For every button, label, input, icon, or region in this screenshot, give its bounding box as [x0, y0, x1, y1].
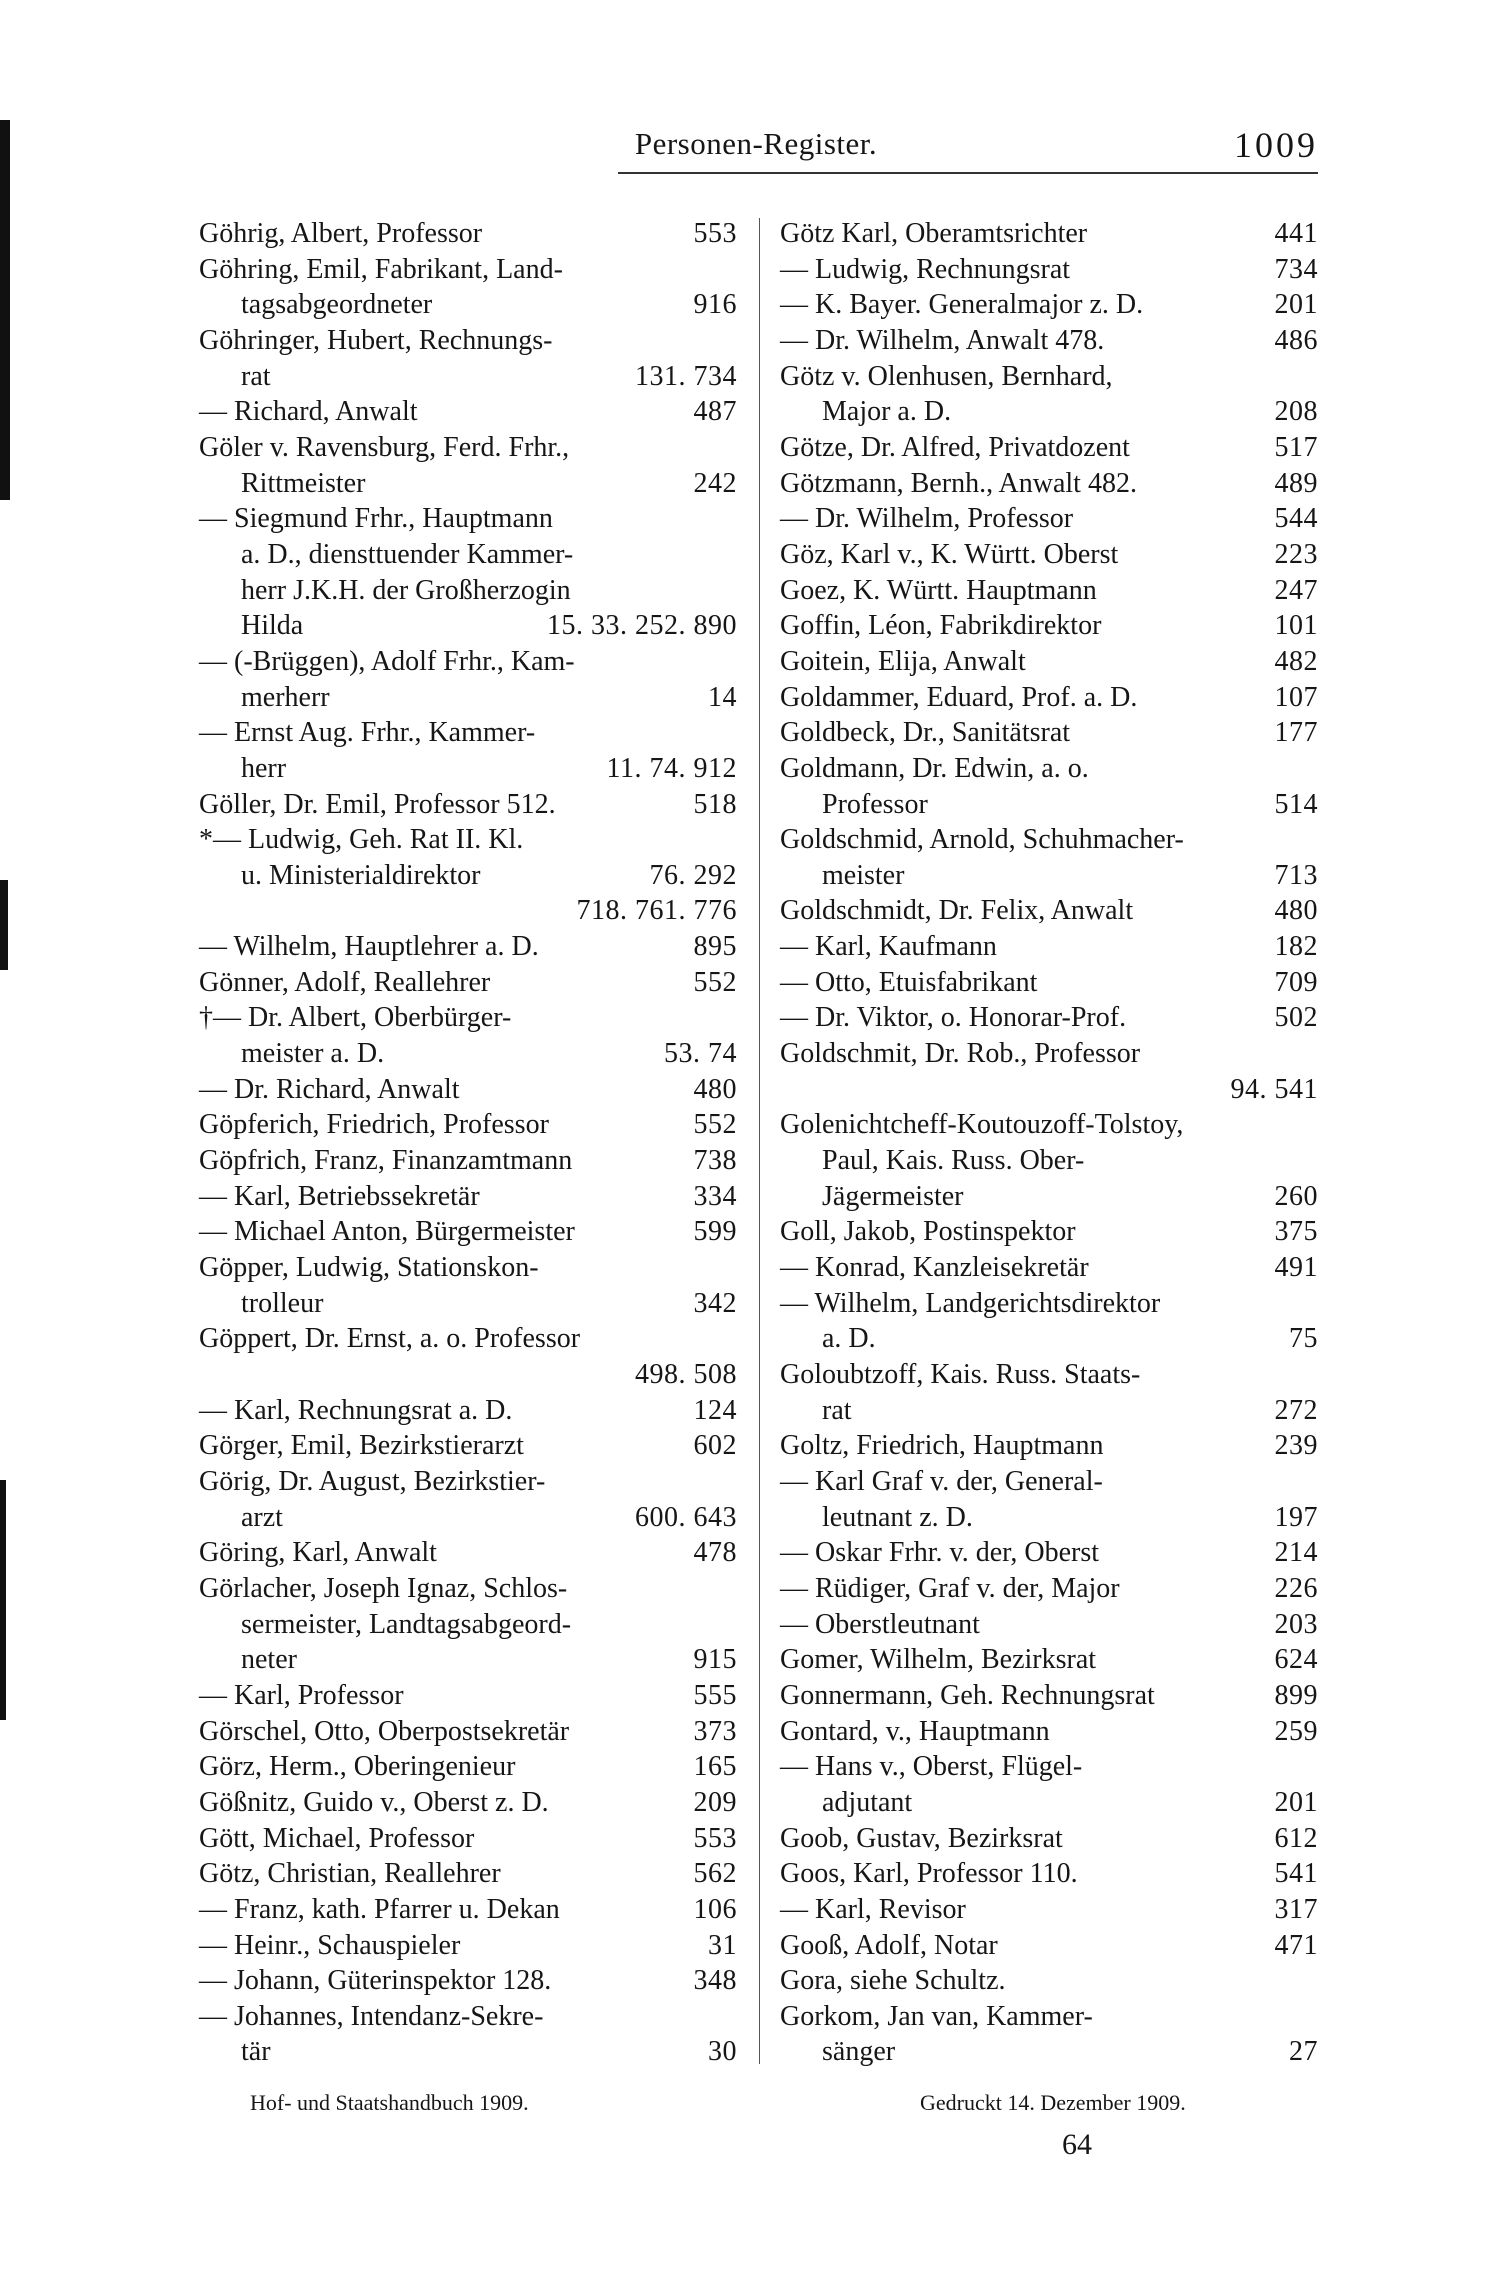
register-entry-line — [780, 216, 1318, 252]
entry-text: — Dr. Viktor, o. Honorar-Prof. — [780, 1002, 1127, 1034]
entry-text: — Konrad, Kanzleisekretär — [780, 1252, 1089, 1284]
footer-publication: Hof- und Staatshandbuch 1909. — [250, 2090, 529, 2115]
entry-text: Götz v. Olenhusen, Bernhard, — [780, 360, 1113, 392]
register-entry-line — [199, 430, 737, 466]
entry-page-refs: 101 — [1274, 610, 1318, 642]
entry-page-refs: 480 — [1274, 895, 1318, 927]
register-entry-line — [199, 1535, 737, 1571]
right-column — [780, 216, 1318, 2070]
entry-text: Goez, K. Württ. Hauptmann — [780, 574, 1097, 606]
entry-text: Jägermeister — [822, 1180, 964, 1212]
entry-text: Görig, Dr. August, Bezirkstier- — [199, 1465, 546, 1497]
entry-text: Golenichtcheff-Koutouzoff-Tolstoy, — [780, 1109, 1184, 1141]
register-entry-line — [199, 1036, 737, 1072]
entry-page-refs: 555 — [693, 1679, 737, 1711]
entry-page-refs: 489 — [1274, 467, 1318, 499]
register-entry-line — [780, 1321, 1318, 1357]
entry-page-refs: 738 — [693, 1145, 737, 1177]
entry-page-refs: 562 — [693, 1858, 737, 1890]
entry-text: — Heinr., Schauspieler — [199, 1929, 461, 1961]
register-entry-line — [199, 537, 737, 573]
running-header-title: Personen-Register. — [634, 126, 878, 161]
entry-text: Goll, Jakob, Postinspektor — [780, 1216, 1076, 1248]
register-entry-line — [199, 1785, 737, 1821]
register-entry-line — [780, 1821, 1318, 1857]
register-entry-line — [199, 1143, 737, 1179]
entry-page-refs: 124 — [693, 1394, 737, 1426]
register-entry-line — [199, 715, 737, 751]
entry-text: Göhrig, Albert, Professor — [199, 218, 483, 249]
entry-page-refs: 709 — [1274, 966, 1318, 998]
entry-text: Gorkom, Jan van, Kammer- — [780, 2000, 1093, 2032]
register-entry-line — [780, 252, 1318, 288]
entry-text: — Wilhelm, Hauptlehrer a. D. — [199, 931, 539, 963]
register-entry-line — [780, 1856, 1318, 1892]
register-entry-line — [780, 359, 1318, 395]
register-entry-line — [199, 287, 737, 323]
entry-text: — Karl, Professor — [199, 1679, 404, 1711]
entry-page-refs: 223 — [1274, 538, 1318, 570]
register-entry-line — [199, 1749, 737, 1785]
register-entry-line — [780, 501, 1318, 537]
entry-page-refs: 544 — [1274, 503, 1318, 535]
entry-text: Göpper, Ludwig, Stationskon- — [199, 1252, 539, 1284]
entry-page-refs: 517 — [1274, 431, 1318, 463]
signature-mark: 64 — [1062, 2128, 1092, 2161]
entry-page-refs: 201 — [1274, 1786, 1318, 1818]
register-entry-line — [199, 501, 737, 537]
entry-text: Professor — [822, 788, 928, 820]
entry-page-refs: 242 — [693, 467, 737, 499]
entry-page-refs: 201 — [1274, 289, 1318, 321]
register-entry-line — [780, 1571, 1318, 1607]
entry-page-refs: 502 — [1274, 1002, 1318, 1034]
entry-page-refs: 899 — [1274, 1679, 1318, 1711]
entry-text: Goldschmid, Arnold, Schuhmacher- — [780, 824, 1184, 856]
register-entry-line — [199, 1607, 737, 1643]
register-entry-line — [199, 1214, 737, 1250]
entry-page-refs: 599 — [693, 1216, 737, 1248]
entry-page-refs: 718. 761. 776 — [576, 895, 737, 927]
entry-text: Goffin, Léon, Fabrikdirektor — [780, 610, 1102, 642]
register-entry-line — [780, 1535, 1318, 1571]
entry-page-refs: 553 — [693, 218, 737, 249]
entry-text: — Otto, Etuisfabrikant — [780, 966, 1038, 998]
entry-text: Göpfrich, Franz, Finanzamtmann — [199, 1145, 573, 1177]
entry-page-refs: 317 — [1274, 1893, 1318, 1925]
entry-page-refs: 624 — [1274, 1644, 1318, 1676]
register-entry-line — [780, 1036, 1318, 1072]
entry-text: — Richard, Anwalt — [199, 396, 418, 428]
register-entry-line — [780, 1642, 1318, 1678]
register-entry-line — [199, 252, 737, 288]
register-entry-line — [780, 929, 1318, 965]
entry-text: — Karl, Revisor — [780, 1893, 966, 1925]
entry-text: Goldammer, Eduard, Prof. a. D. — [780, 681, 1138, 713]
entry-text: Görz, Herm., Oberingenieur — [199, 1751, 516, 1783]
register-entry-line — [780, 787, 1318, 823]
entry-page-refs: 552 — [693, 966, 737, 998]
register-entry-line — [199, 858, 737, 894]
register-entry-line — [780, 1357, 1318, 1393]
entry-page-refs: 486 — [1274, 324, 1318, 356]
register-entry-line — [780, 858, 1318, 894]
register-entry-line — [199, 1714, 737, 1750]
entry-text: meister a. D. — [241, 1038, 385, 1070]
entry-text: leutnant z. D. — [822, 1501, 973, 1533]
register-entry-line — [780, 1678, 1318, 1714]
register-entry-line — [780, 1072, 1318, 1108]
register-entry-line — [780, 1714, 1318, 1750]
register-entry-line — [199, 929, 737, 965]
left-column — [199, 216, 737, 2070]
register-entry-line — [199, 1321, 737, 1357]
entry-page-refs: 272 — [1274, 1394, 1318, 1426]
entry-page-refs: 602 — [693, 1430, 737, 1462]
scan-edge-mark — [0, 880, 8, 970]
entry-page-refs: 482 — [1274, 645, 1318, 677]
entry-text: — K. Bayer. Generalmajor z. D. — [780, 289, 1144, 321]
entry-text: Götz Karl, Oberamtsrichter — [780, 218, 1088, 249]
register-entry-line — [780, 715, 1318, 751]
entry-text: meister — [822, 859, 905, 891]
column-divider — [759, 218, 760, 2064]
entry-text: rat — [822, 1394, 852, 1426]
register-entry-line — [780, 1286, 1318, 1322]
register-entry-line — [199, 1393, 737, 1429]
entry-text: Görger, Emil, Bezirkstierarzt — [199, 1430, 524, 1462]
entry-text: — Oskar Frhr. v. der, Oberst — [780, 1537, 1100, 1569]
entry-text: Goldmann, Dr. Edwin, a. o. — [780, 752, 1089, 784]
entry-text: Gönner, Adolf, Reallehrer — [199, 966, 491, 998]
entry-page-refs: 471 — [1274, 1929, 1318, 1961]
entry-page-refs: 541 — [1274, 1858, 1318, 1890]
entry-text: Göler v. Ravensburg, Ferd. Frhr., — [199, 431, 570, 463]
entry-text: — Rüdiger, Graf v. der, Major — [780, 1572, 1120, 1604]
entry-page-refs: 259 — [1274, 1715, 1318, 1747]
entry-page-refs: 107 — [1274, 681, 1318, 713]
register-entry-line — [199, 787, 737, 823]
register-entry-line — [199, 1286, 737, 1322]
register-entry-line — [780, 1464, 1318, 1500]
entry-text: Goldschmit, Dr. Rob., Professor — [780, 1038, 1141, 1070]
entry-page-refs: 478 — [693, 1537, 737, 1569]
entry-page-refs: 916 — [693, 289, 737, 321]
register-entry-line — [199, 359, 737, 395]
register-entry-line — [199, 1892, 737, 1928]
entry-text: — Dr. Richard, Anwalt — [199, 1073, 460, 1105]
entry-text: Gooß, Adolf, Notar — [780, 1929, 998, 1961]
entry-text: tagsabgeordneter — [241, 289, 433, 321]
entry-page-refs: 612 — [1274, 1822, 1318, 1854]
entry-text: — Johannes, Intendanz-Sekre- — [199, 2000, 544, 2032]
entry-text: merherr — [241, 681, 330, 713]
entry-text: — Ludwig, Rechnungsrat — [780, 253, 1071, 285]
register-entry-line — [199, 394, 737, 430]
entry-page-refs: 94. 541 — [1230, 1073, 1318, 1105]
entry-text: Goos, Karl, Professor 110. — [780, 1858, 1078, 1890]
entry-text: Göller, Dr. Emil, Professor 512. — [199, 788, 556, 820]
register-entry-line — [780, 2034, 1318, 2070]
register-entry-line — [199, 1072, 737, 1108]
register-entry-line — [780, 287, 1318, 323]
entry-text: Goob, Gustav, Bezirksrat — [780, 1822, 1063, 1854]
entry-text: Gomer, Wilhelm, Bezirksrat — [780, 1644, 1097, 1676]
register-entry-line — [780, 573, 1318, 609]
register-entry-line — [199, 1357, 737, 1393]
entry-text: herr — [241, 752, 287, 784]
entry-page-refs: 734 — [1274, 253, 1318, 285]
register-entry-line — [780, 1963, 1318, 1999]
register-entry-line — [780, 822, 1318, 858]
entry-page-refs: 53. 74 — [664, 1038, 737, 1070]
entry-page-refs: 11. 74. 912 — [606, 752, 737, 784]
register-entry-line — [199, 608, 737, 644]
entry-text: Goitein, Elija, Anwalt — [780, 645, 1026, 677]
entry-page-refs: 514 — [1274, 788, 1318, 820]
entry-text: — Siegmund Frhr., Hauptmann — [199, 503, 553, 535]
entry-page-refs: 915 — [693, 1644, 737, 1676]
register-entry-line — [199, 893, 737, 929]
entry-page-refs: 552 — [693, 1109, 737, 1141]
entry-text: — Karl, Rechnungsrat a. D. — [199, 1394, 513, 1426]
entry-text: — Karl, Kaufmann — [780, 931, 997, 963]
footer-print-date: Gedruckt 14. Dezember 1909. — [920, 2090, 1186, 2115]
entry-page-refs: 27 — [1289, 2036, 1318, 2068]
entry-text: Göhringer, Hubert, Rechnungs- — [199, 324, 553, 356]
entry-text: adjutant — [822, 1786, 913, 1818]
entry-page-refs: 31 — [708, 1929, 737, 1961]
entry-text: a. D. — [822, 1323, 876, 1355]
register-entry-line — [199, 1107, 737, 1143]
entry-page-refs: 713 — [1274, 859, 1318, 891]
entry-text: arzt — [241, 1501, 283, 1533]
entry-page-refs: 106 — [693, 1893, 737, 1925]
entry-page-refs: 491 — [1274, 1252, 1318, 1284]
register-entry-line — [780, 323, 1318, 359]
entry-text: trolleur — [241, 1287, 324, 1319]
entry-text: Goloubtzoff, Kais. Russ. Staats- — [780, 1359, 1141, 1390]
entry-text: Götz, Christian, Reallehrer — [199, 1858, 501, 1890]
entry-page-refs: 480 — [693, 1073, 737, 1105]
entry-page-refs: 487 — [693, 396, 737, 428]
register-entry-line — [199, 1000, 737, 1036]
register-entry-line — [199, 965, 737, 1001]
entry-text: herr J.K.H. der Großherzogin — [241, 574, 571, 606]
register-entry-line — [780, 1999, 1318, 2035]
register-entry-line — [199, 1928, 737, 1964]
register-entry-line — [199, 1999, 737, 2035]
register-entry-line — [780, 1749, 1318, 1785]
entry-text: Göppert, Dr. Ernst, a. o. Professor — [199, 1323, 581, 1355]
entry-page-refs: 260 — [1274, 1180, 1318, 1212]
entry-page-refs: 214 — [1274, 1537, 1318, 1569]
register-entry-line — [780, 644, 1318, 680]
entry-page-refs: 334 — [693, 1180, 737, 1212]
register-entry-line — [780, 680, 1318, 716]
entry-text: Gontard, v., Hauptmann — [780, 1715, 1050, 1747]
entry-text: †— Dr. Albert, Oberbürger- — [199, 1002, 512, 1034]
entry-page-refs: 373 — [693, 1715, 737, 1747]
register-entry-line — [780, 1214, 1318, 1250]
entry-text: tär — [241, 2036, 271, 2068]
register-entry-line — [780, 1785, 1318, 1821]
entry-text: Rittmeister — [241, 467, 366, 499]
register-entry-line — [199, 216, 737, 252]
entry-page-refs: 553 — [693, 1822, 737, 1854]
entry-page-refs: 165 — [693, 1751, 737, 1783]
entry-page-refs: 131. 734 — [635, 360, 737, 392]
entry-page-refs: 348 — [693, 1965, 737, 1997]
entry-text: Goltz, Friedrich, Hauptmann — [780, 1430, 1104, 1462]
register-entry-line — [199, 573, 737, 609]
entry-text: — Hans v., Oberst, Flügel- — [780, 1751, 1083, 1783]
entry-page-refs: 239 — [1274, 1430, 1318, 1462]
entry-page-refs: 518 — [693, 788, 737, 820]
entry-text: neter — [241, 1644, 297, 1676]
entry-text: Paul, Kais. Russ. Ober- — [822, 1145, 1085, 1177]
entry-page-refs: 209 — [693, 1786, 737, 1818]
register-entry-line — [199, 1250, 737, 1286]
register-entry-line — [780, 1250, 1318, 1286]
entry-page-refs: 30 — [708, 2036, 737, 2068]
register-entry-line — [780, 751, 1318, 787]
entry-text: Görschel, Otto, Oberpostsekretär — [199, 1715, 570, 1747]
register-entry-line — [780, 1393, 1318, 1429]
register-entry-line — [199, 1963, 737, 1999]
entry-text: Göring, Karl, Anwalt — [199, 1537, 437, 1569]
entry-page-refs: 14 — [708, 681, 737, 713]
register-entry-line — [780, 893, 1318, 929]
entry-page-refs: 75 — [1289, 1323, 1318, 1355]
register-entry-line — [199, 1179, 737, 1215]
entry-text: Goldbeck, Dr., Sanitätsrat — [780, 717, 1071, 749]
entry-text: sänger — [822, 2036, 896, 2068]
register-entry-line — [780, 1179, 1318, 1215]
entry-page-refs: 342 — [693, 1287, 737, 1319]
entry-text: Goldschmidt, Dr. Felix, Anwalt — [780, 895, 1134, 927]
register-entry-line — [199, 1678, 737, 1714]
scan-edge-mark — [0, 1480, 6, 1720]
register-entry-line — [199, 1428, 737, 1464]
entry-page-refs: 247 — [1274, 574, 1318, 606]
register-entry-line — [780, 608, 1318, 644]
register-entry-line — [780, 466, 1318, 502]
register-entry-line — [199, 1571, 737, 1607]
entry-text: *— Ludwig, Geh. Rat II. Kl. — [199, 824, 524, 856]
register-entry-line — [199, 751, 737, 787]
register-entry-line — [199, 1464, 737, 1500]
register-entry-line — [199, 466, 737, 502]
register-entry-line — [199, 680, 737, 716]
entry-text: Götze, Dr. Alfred, Privatdozent — [780, 431, 1130, 463]
entry-page-refs: 600. 643 — [635, 1501, 737, 1533]
entry-page-refs: 203 — [1274, 1608, 1318, 1640]
entry-page-refs: 895 — [693, 931, 737, 963]
entry-page-refs: 375 — [1274, 1216, 1318, 1248]
register-entry-line — [780, 537, 1318, 573]
register-entry-line — [199, 644, 737, 680]
register-entry-line — [199, 1856, 737, 1892]
entry-text: — Michael Anton, Bürgermeister — [199, 1216, 575, 1248]
entry-text: rat — [241, 360, 271, 392]
entry-page-refs: 76. 292 — [649, 859, 737, 891]
register-entry-line — [199, 2034, 737, 2070]
entry-text: Göz, Karl v., K. Württ. Oberst — [780, 538, 1119, 570]
entry-page-refs: 498. 508 — [635, 1359, 737, 1390]
entry-text: Göpferich, Friedrich, Professor — [199, 1109, 549, 1141]
entry-text: — Dr. Wilhelm, Anwalt 478. — [780, 324, 1105, 356]
entry-text: — Franz, kath. Pfarrer u. Dekan — [199, 1893, 560, 1925]
page-number: 1009 — [1234, 125, 1318, 165]
entry-text: a. D., diensttuender Kammer- — [241, 538, 574, 570]
scan-edge-mark — [0, 120, 10, 500]
register-entry-line — [780, 1107, 1318, 1143]
register-entry-line — [780, 430, 1318, 466]
entry-page-refs: 197 — [1274, 1501, 1318, 1533]
entry-page-refs: 226 — [1274, 1572, 1318, 1604]
entry-text: Gora, siehe Schultz. — [780, 1965, 1006, 1997]
entry-page-refs: 208 — [1274, 396, 1318, 428]
register-entry-line — [780, 1000, 1318, 1036]
register-entry-line — [780, 1607, 1318, 1643]
register-entry-line — [199, 1642, 737, 1678]
entry-page-refs: 177 — [1274, 717, 1318, 749]
entry-text: — Johann, Güterinspektor 128. — [199, 1965, 552, 1997]
entry-text: — Karl Graf v. der, General- — [780, 1465, 1103, 1497]
register-entry-line — [199, 1821, 737, 1857]
entry-text: — Oberstleutnant — [780, 1608, 980, 1640]
entry-text: Major a. D. — [822, 396, 952, 428]
entry-page-refs: 15. 33. 252. 890 — [547, 610, 737, 642]
entry-text: — Dr. Wilhelm, Professor — [780, 503, 1074, 535]
entry-text: Götzmann, Bernh., Anwalt 482. — [780, 467, 1137, 499]
entry-text: Gößnitz, Guido v., Oberst z. D. — [199, 1786, 549, 1818]
register-entry-line — [780, 1892, 1318, 1928]
entry-text: Görlacher, Joseph Ignaz, Schlos- — [199, 1572, 568, 1604]
entry-page-refs: 441 — [1274, 218, 1318, 249]
entry-text: sermeister, Landtagsabgeord- — [241, 1608, 572, 1640]
entry-text: — (-Brüggen), Adolf Frhr., Kam- — [199, 645, 575, 677]
entry-text: Hilda — [241, 610, 304, 642]
entry-text: Gonnermann, Geh. Rechnungsrat — [780, 1679, 1155, 1711]
register-entry-line — [780, 394, 1318, 430]
header-rule — [618, 172, 1318, 174]
entry-text: — Karl, Betriebssekretär — [199, 1180, 480, 1212]
entry-text: Göhring, Emil, Fabrikant, Land- — [199, 253, 563, 285]
register-entry-line — [780, 1143, 1318, 1179]
entry-text: — Ernst Aug. Frhr., Kammer- — [199, 717, 536, 749]
entry-page-refs: 182 — [1274, 931, 1318, 963]
entry-text: — Wilhelm, Landgerichtsdirektor — [780, 1287, 1161, 1319]
register-entry-line — [199, 822, 737, 858]
register-entry-line — [780, 1928, 1318, 1964]
register-entry-line — [780, 1428, 1318, 1464]
register-entry-line — [199, 1500, 737, 1536]
register-entry-line — [780, 965, 1318, 1001]
entry-text: Gött, Michael, Professor — [199, 1822, 475, 1854]
register-entry-line — [199, 323, 737, 359]
register-entry-line — [780, 1500, 1318, 1536]
entry-text: u. Ministerialdirektor — [241, 859, 481, 891]
